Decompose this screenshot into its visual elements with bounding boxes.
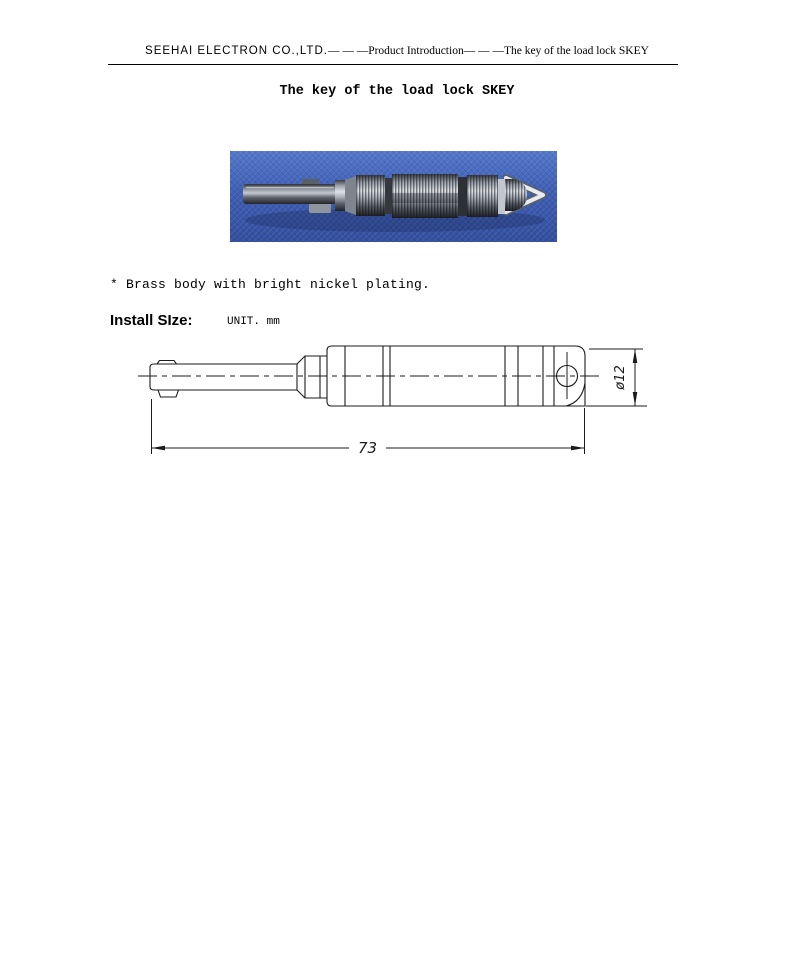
header-product-name: The key of the load lock SKEY <box>503 45 649 57</box>
install-size-label: Install SIze: <box>110 312 193 329</box>
unit-note: UNIT. mm <box>227 316 280 328</box>
header-section: — — —Product Introduction— — — <box>327 45 504 57</box>
key-photo-image <box>230 151 557 242</box>
technical-drawing <box>130 335 670 465</box>
header-divider <box>108 64 678 65</box>
diameter-dim-value: ø12 <box>613 365 628 390</box>
page-header <box>0 45 794 57</box>
feature-note: * Brass body with bright nickel plating. <box>110 277 431 292</box>
product-photo <box>230 151 557 242</box>
length-dim-value: 73 <box>357 439 378 457</box>
diameter-dimension <box>586 349 647 406</box>
company-name: SEEHAI ELECTRON CO.,LTD. <box>145 45 328 57</box>
page-title: The key of the load lock SKEY <box>279 84 515 99</box>
length-dimension <box>152 399 585 457</box>
